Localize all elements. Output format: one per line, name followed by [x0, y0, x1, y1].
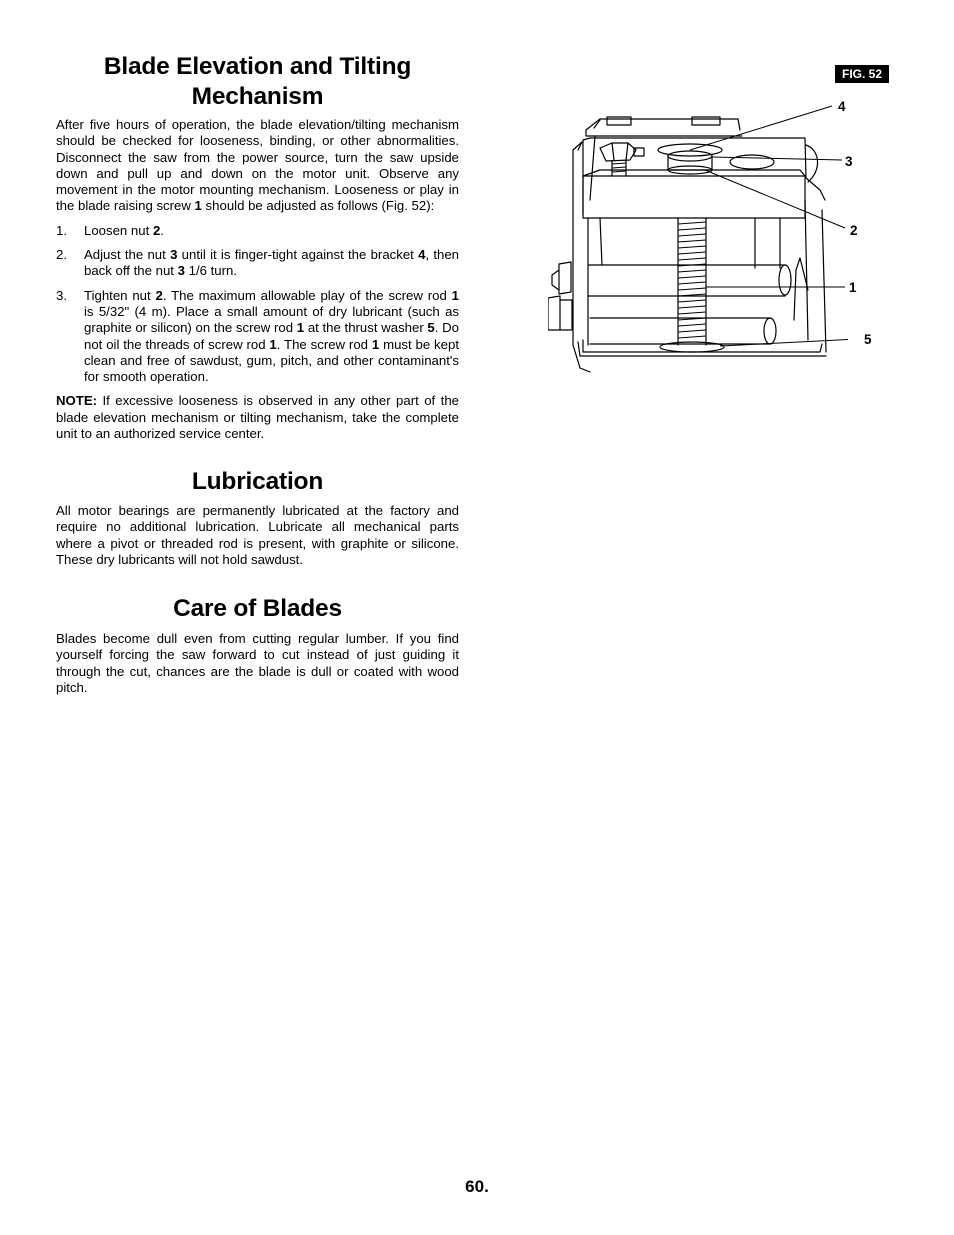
step-part: Loosen nut [84, 222, 153, 238]
page-number-text: 60. [465, 1177, 489, 1196]
step-number: 3. [56, 287, 67, 303]
callout-1: 1 [849, 280, 857, 295]
section-title-blade-elevation [56, 52, 459, 112]
title-line-1: Blade Elevation and Tilting [103, 53, 412, 80]
step-part: . The maximum allowable play of the screw rod [162, 287, 452, 303]
intro-paragraph [56, 117, 459, 215]
note-label: NOTE: [56, 393, 98, 409]
callout-2: 2 [850, 223, 858, 238]
step-part: . [160, 222, 164, 238]
step-part: . The screw rod [276, 336, 372, 352]
callout-3: 3 [845, 154, 853, 169]
section-blade-elevation [56, 52, 459, 442]
step-3 [56, 288, 459, 386]
section-lubrication [56, 467, 459, 568]
intro-text-c: should be adjusted as follows (Fig. 52): [201, 198, 435, 214]
step-part: until it is finger-tight against the bracket [177, 247, 419, 263]
note-text: If excessive looseness is observed in any other part of the blade elevation mechanism or tilting mechanism, take the complete unit to an authorized service center. [56, 393, 459, 442]
step-text [84, 223, 459, 239]
blade-elevation-mechanism-illustration [548, 100, 848, 380]
step-ref: 5 [427, 320, 435, 336]
step-number: 1. [56, 222, 67, 238]
lubrication-paragraph: All motor bearings are permanently lubricated at the factory and require no additional lubrication. Lubricate all mechanical parts where a pivot or threaded rod is present, with graphite or silicone. These dry lubricants will not hold sawdust. [56, 503, 459, 567]
step-ref: 3 [170, 247, 178, 263]
step-part: is 5/32" (4 m). Place a small amount of dry lubricant (such as graphite or silicon) on the screw rod [84, 303, 459, 336]
step-part: , then back off the nut [84, 247, 460, 279]
intro-text-a: After five hours of operation, the blade elevation/tilting mechanism should be checked for looseness, binding, or other abnormalities. Disconnect the saw from the power source, turn the saw upside down and pull up and down on the motor unit. Observe any movement in the motor mounting mechanism. Looseness or play in the blade raising screw [56, 117, 459, 214]
step-part: must be kept clean and free of sawdust, gum, pitch, and other contaminant's for smooth operation. [84, 336, 459, 385]
step-ref: 4 [418, 247, 426, 263]
title-line-2: Mechanism [191, 83, 324, 110]
callout-5: 5 [864, 332, 872, 347]
figure-label: FIG. 52 [835, 65, 889, 83]
step-1 [56, 223, 459, 239]
step-text [84, 288, 459, 386]
step-2 [56, 247, 459, 280]
page-number [0, 1177, 954, 1197]
step-text [84, 247, 459, 280]
step-ref: 1 [451, 287, 459, 303]
step-part: Adjust the nut [84, 247, 171, 263]
section-title-care-of-blades: Care of Blades [173, 595, 342, 622]
callout-4: 4 [838, 99, 846, 114]
care-of-blades-paragraph: Blades become dull even from cutting regular lumber. If you find yourself forcing the saw forward to cut instead of just guiding it through the cut, chances are the blade is dull or coated with wood pitch. [56, 631, 459, 695]
step-ref: 1 [371, 336, 380, 352]
step-ref: 2 [155, 287, 163, 303]
note-paragraph [56, 393, 459, 442]
step-ref: 2 [152, 222, 161, 238]
adjustment-steps [56, 223, 459, 386]
step-ref: 3 [177, 263, 185, 279]
step-part: at the thrust washer [304, 320, 428, 336]
step-number: 2. [56, 247, 67, 263]
section-care-of-blades [56, 594, 459, 696]
step-ref: 1 [296, 320, 305, 336]
step-ref: 1 [269, 336, 277, 352]
step-part: Tighten nut [84, 287, 156, 303]
intro-ref-1: 1 [194, 198, 202, 214]
step-part: . Do not oil the threads of screw rod [84, 320, 459, 352]
section-title-lubrication: Lubrication [191, 468, 324, 495]
step-part: 1/6 turn. [184, 263, 238, 279]
